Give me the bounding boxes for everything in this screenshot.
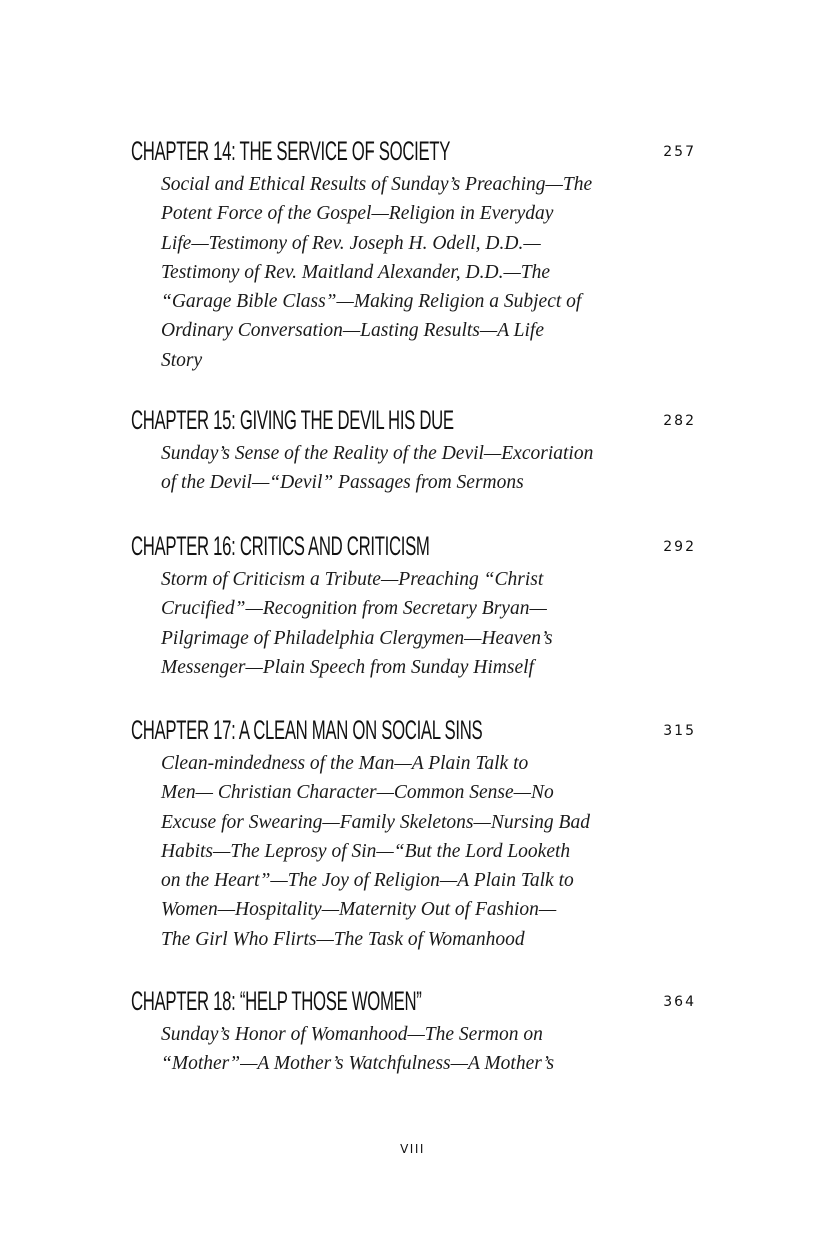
- chapter-summary: [161, 749, 631, 954]
- summary-line: “Mother”—A Mother’s Watchfulness—A Mother’s: [161, 1053, 555, 1075]
- chapter-summary: [161, 565, 631, 682]
- chapter-page-number: 364: [663, 994, 696, 1010]
- chapter-summary: [161, 1020, 631, 1079]
- summary-line: Crucified”—Recognition from Secretary Bryan—: [161, 598, 547, 620]
- summary-line: Testimony of Rev. Maitland Alexander, D.D.—The: [161, 261, 551, 283]
- summary-line: Excuse for Swearing—Family Skeletons—Nursing Bad: [161, 811, 590, 833]
- summary-line: Messenger—Plain Speech from Sunday Himself: [161, 656, 534, 678]
- chapter-title: CHAPTER 16: CRITICS AND CRITICISM: [131, 531, 430, 561]
- summary-line: Story: [161, 349, 203, 371]
- summary-line: Ordinary Conversation—Lasting Results—A Life: [161, 320, 544, 342]
- summary-line: on the Heart”—The Joy of Religion—A Plain Talk to: [161, 870, 574, 892]
- chapter-page-number: 292: [663, 539, 696, 555]
- summary-line: Sunday’s Sense of the Reality of the Devil—Excoriation: [161, 443, 594, 464]
- summary-line: Storm of Criticism a Tribute—Preaching “Christ: [161, 569, 544, 590]
- summary-line: Women—Hospitality—Maternity Out of Fashion—: [161, 899, 557, 921]
- chapter-page-number: 282: [663, 413, 696, 429]
- chapter-title: CHAPTER 14: THE SERVICE OF SOCIETY: [131, 136, 451, 166]
- summary-line: “Garage Bible Class”—Making Religion a Subject of: [161, 291, 582, 313]
- summary-line: The Girl Who Flirts—The Task of Womanhood: [161, 928, 525, 950]
- summary-line: Potent Force of the Gospel—Religion in Everyday: [161, 203, 554, 225]
- chapter-title: CHAPTER 18: “HELP THOSE WOMEN”: [131, 986, 422, 1016]
- page-folio: VIII: [400, 1142, 425, 1156]
- summary-line: Men— Christian Character—Common Sense—No: [161, 782, 554, 804]
- summary-line: Sunday’s Honor of Womanhood—The Sermon on: [161, 1024, 543, 1045]
- summary-line: Life—Testimony of Rev. Joseph H. Odell, D.D.—: [161, 232, 541, 254]
- summary-line: Clean-mindedness of the Man—A Plain Talk to: [161, 753, 529, 774]
- chapter-summary: [161, 439, 631, 498]
- summary-line: of the Devil—“Devil” Passages from Sermons: [161, 472, 524, 494]
- chapter-title: CHAPTER 15: GIVING THE DEVIL HIS DUE: [131, 405, 454, 435]
- summary-line: Pilgrimage of Philadelphia Clergymen—Heaven’s: [161, 627, 553, 649]
- chapter-page-number: 315: [663, 723, 696, 739]
- summary-line: Habits—The Leprosy of Sin—“But the Lord Looketh: [161, 840, 571, 862]
- chapter-title: CHAPTER 17: A CLEAN MAN ON SOCIAL SINS: [131, 715, 483, 745]
- chapter-summary: [161, 170, 631, 375]
- summary-line: Social and Ethical Results of Sunday’s Preaching—The: [161, 174, 593, 195]
- chapter-page-number: 257: [663, 144, 696, 160]
